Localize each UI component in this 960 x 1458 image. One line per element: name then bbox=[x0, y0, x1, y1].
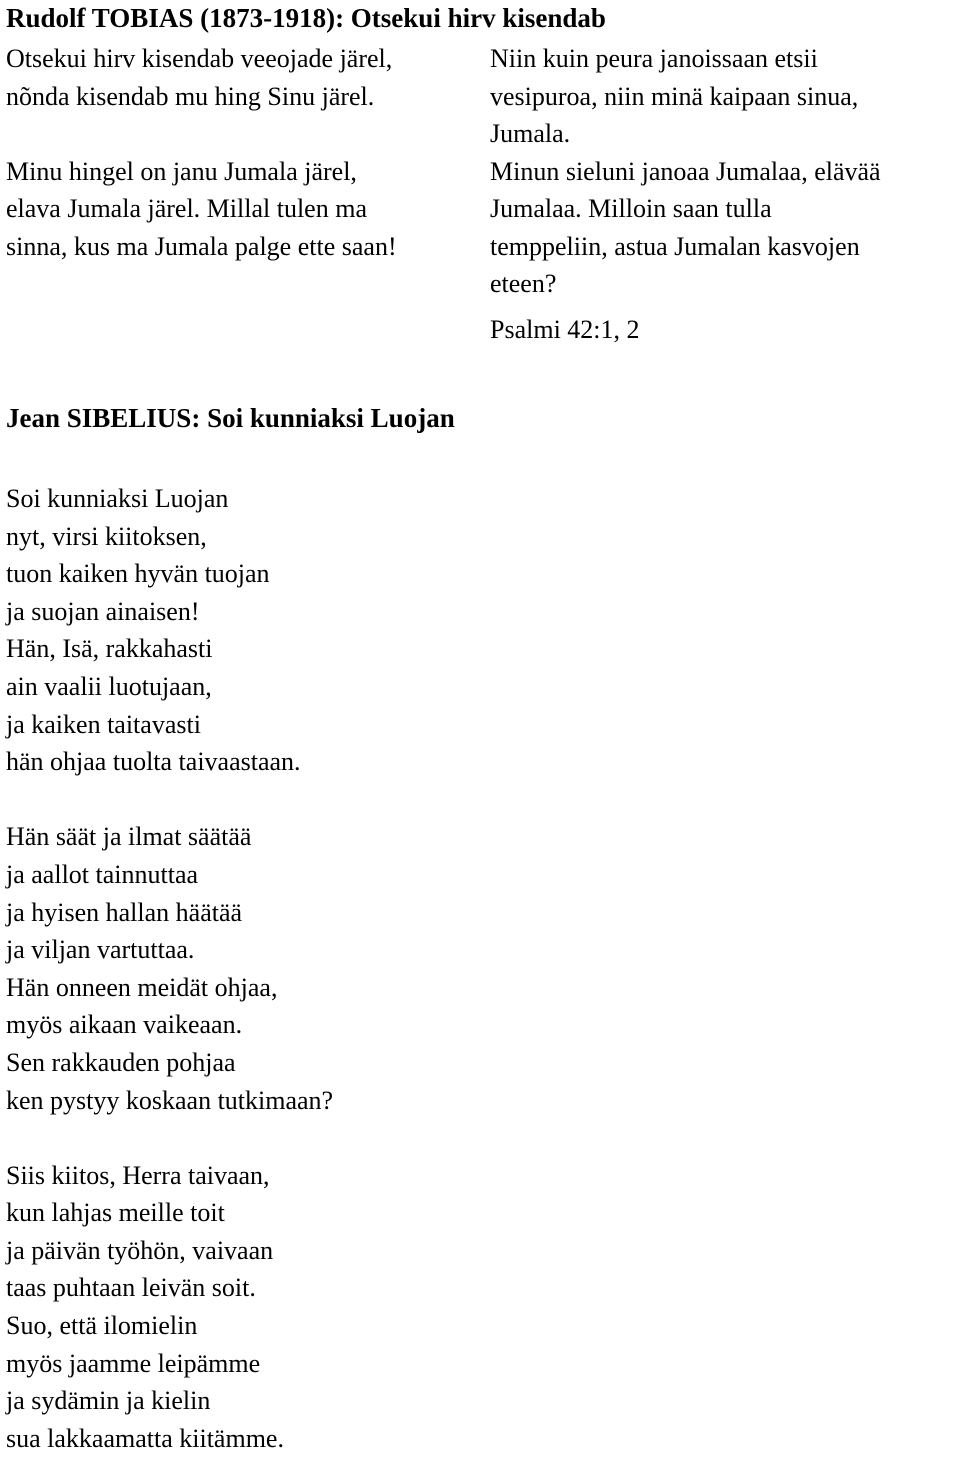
text-line: ja aallot tainnuttaa bbox=[6, 859, 199, 889]
text-line: Hän, Isä, rakkahasti bbox=[6, 634, 213, 664]
text-line: Jumalaa. Milloin saan tulla bbox=[490, 194, 772, 223]
finnish-text-column bbox=[490, 40, 960, 348]
text-line: Minun sieluni janoaa Jumalaa, elävää bbox=[490, 156, 881, 186]
finnish-paragraph bbox=[490, 153, 960, 303]
hymn-text bbox=[6, 480, 333, 1457]
text-line: sua lakkaamatta kiitämme. bbox=[6, 1423, 284, 1453]
text-line: Suo, että ilomielin bbox=[6, 1311, 198, 1341]
estonian-paragraph bbox=[6, 40, 486, 115]
text-line: ja viljan vartuttaa. bbox=[6, 935, 195, 965]
text-line: Hän onneen meidät ohjaa, bbox=[6, 972, 278, 1002]
text-line: ja suojan ainaisen! bbox=[6, 596, 200, 626]
text-line: ken pystyy koskaan tutkimaan? bbox=[6, 1085, 334, 1115]
text-line: sinna, kus ma Jumala palge ette saan! bbox=[6, 231, 397, 261]
text-line: ain vaalii luotujaan, bbox=[6, 671, 212, 701]
text-line: Niin kuin peura janoissaan etsii bbox=[490, 44, 818, 73]
estonian-paragraph bbox=[6, 153, 486, 266]
text-line: hän ohjaa tuolta taivaastaan. bbox=[6, 747, 301, 777]
text-line: nyt, virsi kiitoksen, bbox=[6, 521, 207, 551]
section-title-tobias: Rudolf TOBIAS (1873-1918): Otsekui hirv kisendab bbox=[6, 3, 606, 33]
text-line: taas puhtaan leivän soit. bbox=[6, 1273, 256, 1303]
section-title-sibelius: Jean SIBELIUS: Soi kunniaksi Luojan bbox=[6, 403, 455, 433]
text-line: Soi kunniaksi Luojan bbox=[6, 484, 229, 513]
scripture-reference: Psalmi 42:1, 2 bbox=[490, 314, 640, 344]
text-line: eteen? bbox=[490, 269, 557, 298]
text-line: Minu hingel on janu Jumala järel, bbox=[6, 156, 357, 186]
text-line: Hän säät ja ilmat säätää bbox=[6, 822, 252, 852]
text-line: myös jaamme leipämme bbox=[6, 1348, 261, 1378]
estonian-text-column bbox=[6, 40, 486, 265]
text-line: tuon kaiken hyvän tuojan bbox=[6, 559, 270, 589]
text-line: nõnda kisendab mu hing Sinu järel. bbox=[6, 81, 375, 111]
text-line: myös aikaan vaikeaan. bbox=[6, 1010, 243, 1040]
text-line: kun lahjas meille toit bbox=[6, 1198, 225, 1228]
text-line: ja kaiken taitavasti bbox=[6, 709, 201, 739]
stanza bbox=[6, 1157, 333, 1458]
text-line: Otsekui hirv kisendab veeojade järel, bbox=[6, 44, 393, 73]
text-line: Jumala. bbox=[490, 119, 571, 148]
text-line: temppeliin, astua Jumalan kasvojen bbox=[490, 231, 860, 261]
text-line: ja sydämin ja kielin bbox=[6, 1386, 211, 1416]
text-line: elava Jumala järel. Millal tulen ma bbox=[6, 194, 367, 223]
text-line: Sen rakkauden pohjaa bbox=[6, 1047, 236, 1077]
stanza bbox=[6, 480, 333, 781]
finnish-paragraph bbox=[490, 40, 960, 153]
text-line: ja hyisen hallan häätää bbox=[6, 897, 243, 927]
text-line: Siis kiitos, Herra taivaan, bbox=[6, 1160, 270, 1190]
stanza bbox=[6, 818, 333, 1119]
text-line: vesipuroa, niin minä kaipaan sinua, bbox=[490, 81, 859, 111]
text-line: ja päivän työhön, vaivaan bbox=[6, 1235, 274, 1265]
